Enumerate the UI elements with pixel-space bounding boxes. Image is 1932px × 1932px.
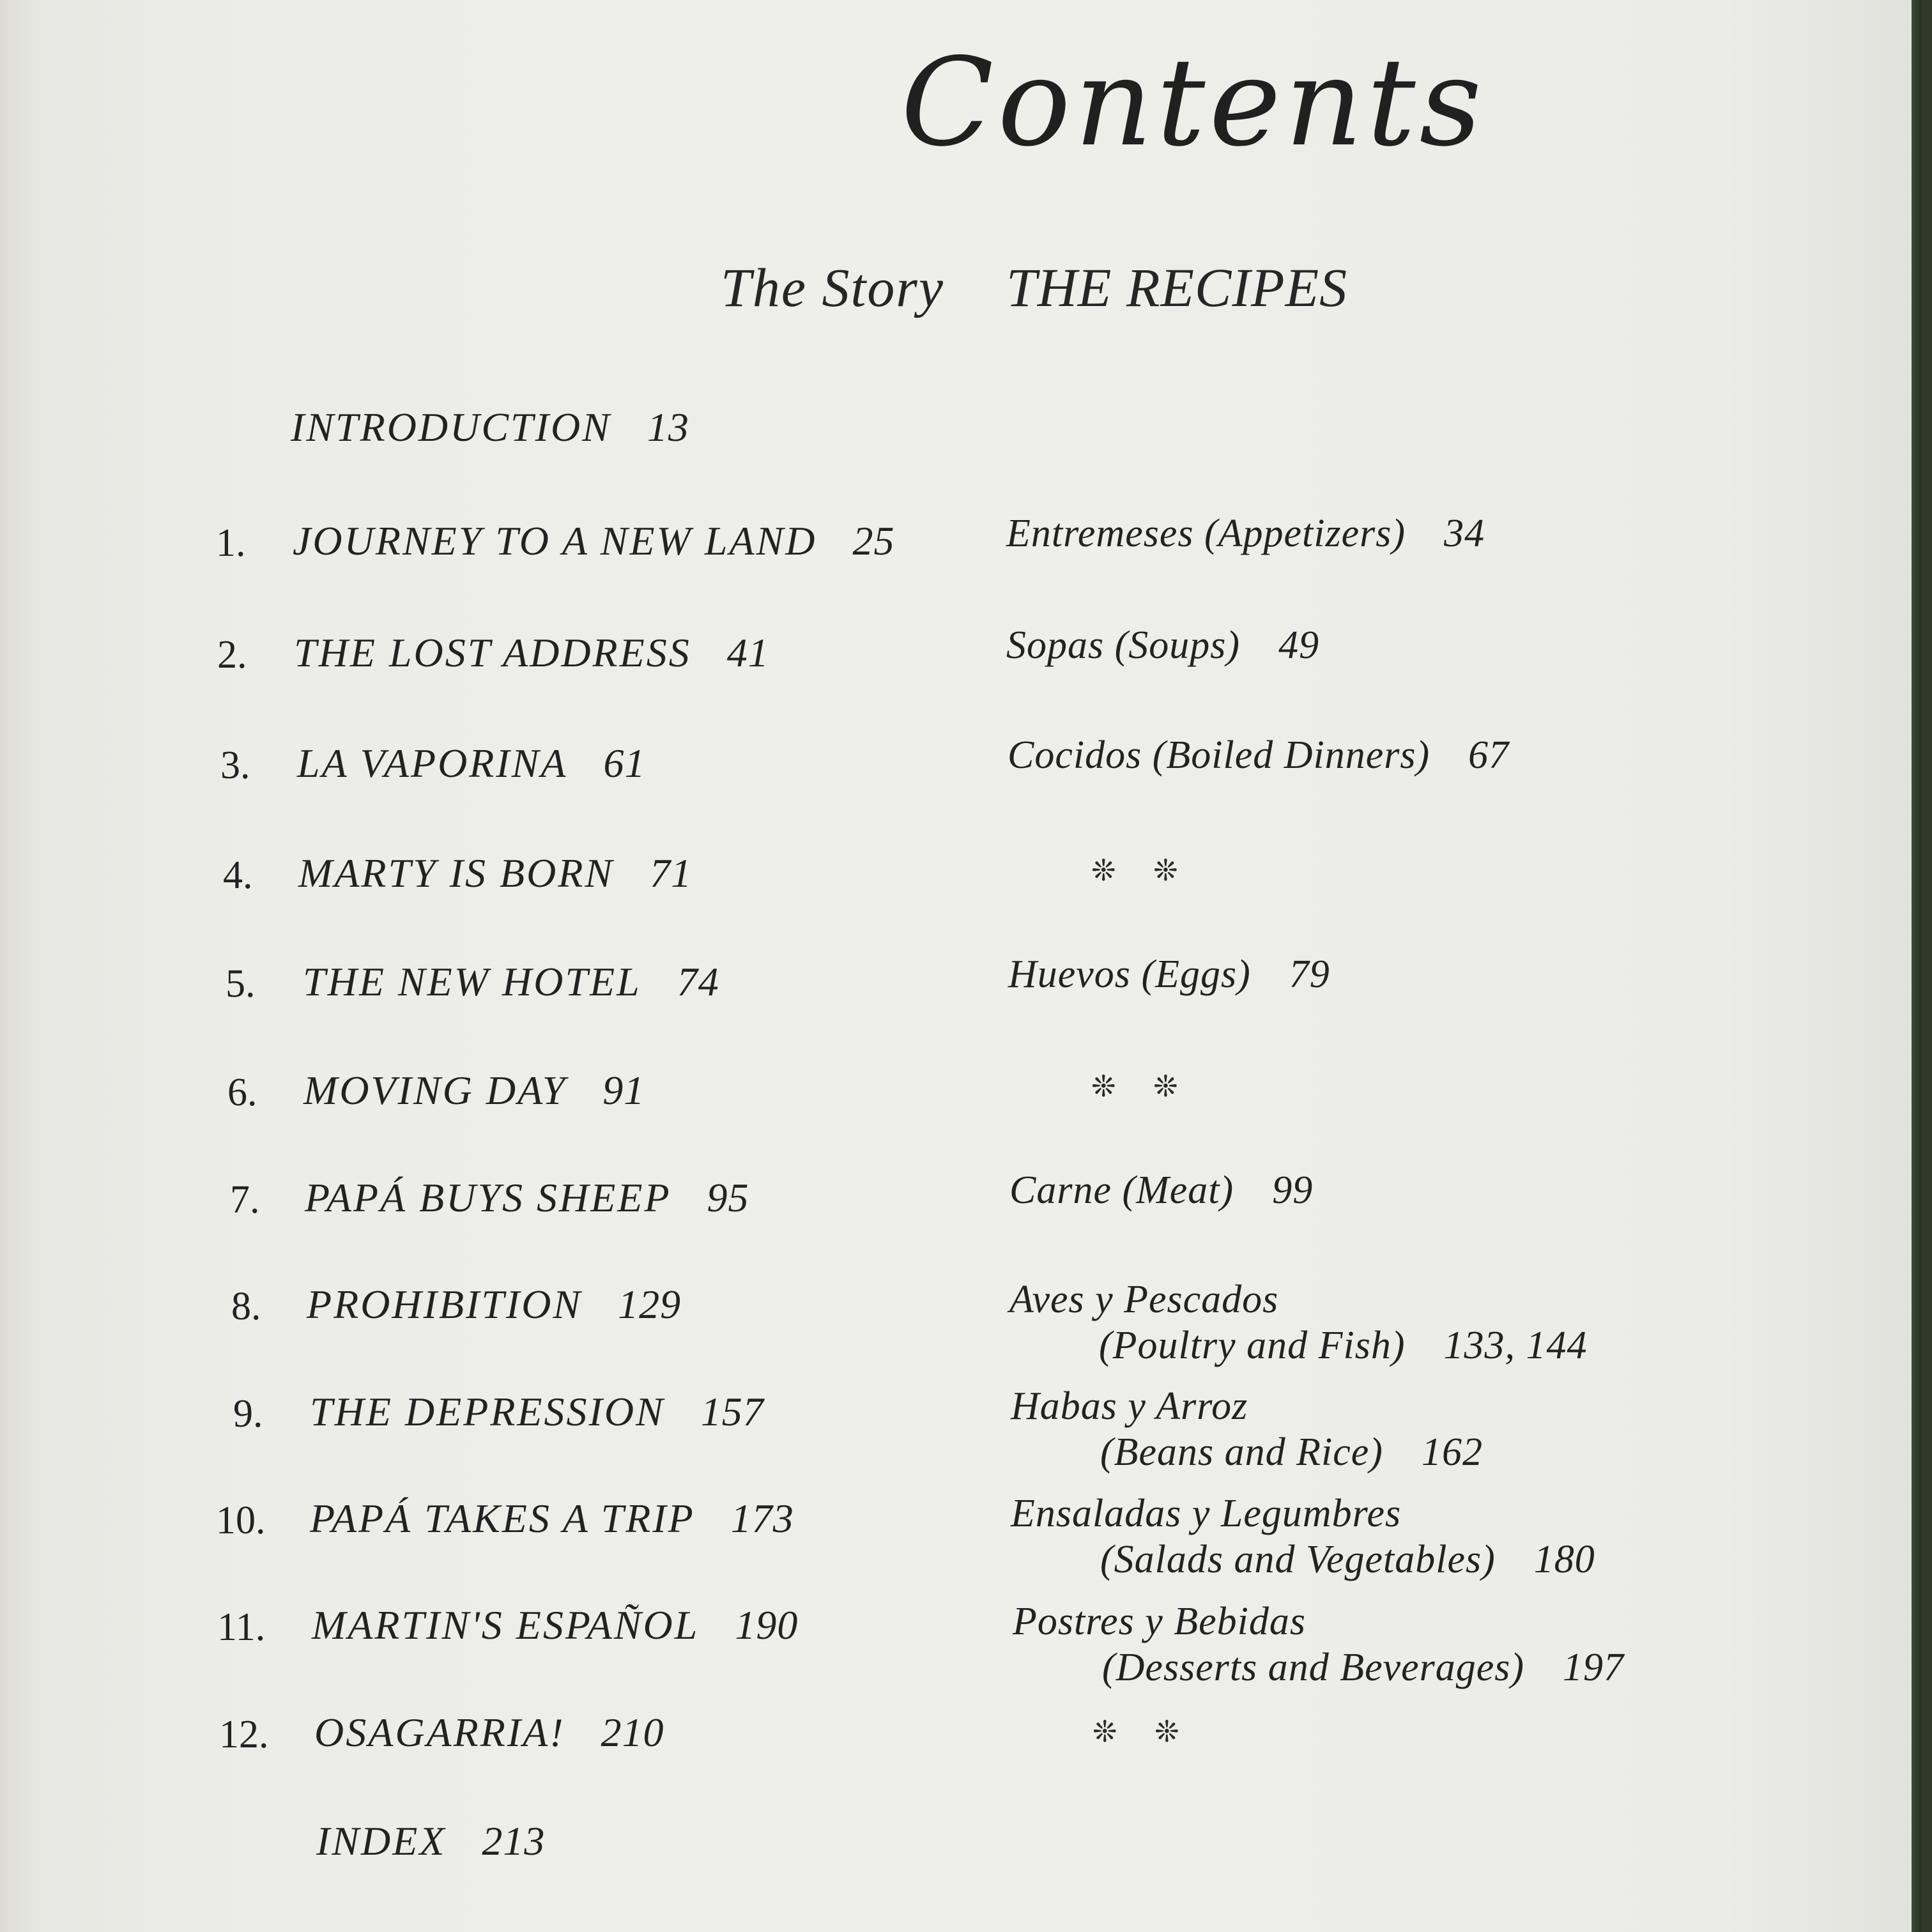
recipe-subtitle-line <box>1009 1322 1588 1368</box>
recipe-page: 99 <box>1272 1169 1314 1212</box>
section-ornament: ❊ ❊ <box>1092 1714 1193 1749</box>
chapter-title: PROHIBITION <box>307 1282 583 1327</box>
recipe-entry <box>1006 623 1319 668</box>
chapter-number: 12. <box>219 1713 269 1756</box>
chapter-title: PAPÁ TAKES A TRIP <box>310 1496 695 1541</box>
recipe-page: 162 <box>1421 1430 1483 1474</box>
recipes-heading: THE RECIPES <box>1006 257 1348 318</box>
chapter-number: 1. <box>216 521 246 565</box>
recipe-title: Huevos (Eggs) <box>1008 953 1251 996</box>
chapter-entry <box>293 518 894 565</box>
chapter-entry <box>303 958 719 1006</box>
chapter-entry <box>312 1602 798 1649</box>
chapter-number: 7. <box>230 1178 260 1222</box>
chapter-page: 173 <box>730 1496 794 1541</box>
chapter-page: 190 <box>735 1602 799 1648</box>
chapter-number: 4. <box>223 854 253 897</box>
recipe-entry <box>1011 1383 1483 1475</box>
recipe-entry <box>1006 511 1485 556</box>
recipe-page: 34 <box>1444 512 1485 555</box>
recipe-title: Aves y Pescados <box>1009 1278 1279 1321</box>
page-title: Contents <box>901 32 1486 173</box>
chapter-page: 61 <box>603 740 646 786</box>
chapter-title: MOVING DAY <box>303 1068 567 1113</box>
chapter-title: THE NEW HOTEL <box>303 959 641 1004</box>
chapter-number: 2. <box>217 633 247 677</box>
recipe-subtitle-line <box>1011 1429 1483 1475</box>
chapter-page: 210 <box>601 1710 664 1755</box>
recipe-entry <box>1009 1276 1588 1368</box>
chapter-number: 8. <box>231 1285 261 1328</box>
recipe-entry <box>1011 1491 1595 1583</box>
section-ornament: ❊ ❊ <box>1091 853 1192 887</box>
recipe-entry <box>1013 1598 1624 1690</box>
chapter-title: MARTIN'S ESPAÑOL <box>312 1602 700 1648</box>
chapter-page: 41 <box>726 630 769 675</box>
chapter-number: 11. <box>217 1606 266 1649</box>
recipe-page: 133, 144 <box>1443 1324 1588 1367</box>
recipe-entry <box>1008 952 1330 997</box>
chapter-title: THE DEPRESSION <box>310 1389 665 1434</box>
chapter-title: LA VAPORINA <box>297 740 568 786</box>
chapter-title: PAPÁ BUYS SHEEP <box>305 1175 671 1220</box>
index-label: INDEX <box>316 1818 447 1864</box>
recipe-subtitle: (Salads and Vegetables) <box>1100 1538 1496 1581</box>
chapter-entry <box>298 850 692 897</box>
chapter-page: 95 <box>707 1175 749 1220</box>
recipe-subtitle-line <box>1013 1644 1624 1690</box>
index-entry <box>316 1818 545 1865</box>
introduction-page: 13 <box>647 404 689 450</box>
recipe-entry <box>1009 1168 1313 1213</box>
section-ornament: ❊ ❊ <box>1091 1069 1192 1103</box>
chapter-number: 10. <box>216 1499 266 1542</box>
recipe-page: 79 <box>1289 953 1330 996</box>
chapter-title: OSAGARRIA! <box>314 1710 565 1755</box>
recipe-page: 197 <box>1563 1646 1625 1689</box>
recipe-subtitle: (Desserts and Beverages) <box>1102 1646 1525 1689</box>
chapter-page: 91 <box>602 1068 645 1113</box>
recipe-title: Carne (Meat) <box>1009 1169 1234 1212</box>
recipe-page: 180 <box>1533 1538 1595 1581</box>
chapter-number: 3. <box>220 744 250 787</box>
chapter-entry <box>314 1709 664 1756</box>
story-heading: The Story <box>721 257 945 318</box>
recipe-page: 67 <box>1468 733 1510 777</box>
recipe-title: Postres y Bebidas <box>1013 1600 1306 1643</box>
chapter-entry <box>303 1067 645 1114</box>
introduction-label: INTRODUCTION <box>291 404 611 450</box>
recipe-title: Cocidos (Boiled Dinners) <box>1008 733 1430 777</box>
chapter-entry <box>307 1281 681 1328</box>
chapter-number: 9. <box>233 1392 263 1436</box>
chapter-page: 74 <box>677 959 719 1004</box>
chapter-entry <box>310 1495 794 1542</box>
chapter-entry <box>297 740 645 787</box>
chapter-number: 5. <box>226 962 256 1006</box>
chapter-title: JOURNEY TO A NEW LAND <box>293 518 817 564</box>
recipe-title: Sopas (Soups) <box>1006 624 1241 667</box>
chapter-page: 71 <box>650 850 693 896</box>
book-cover-edge <box>1912 0 1922 1932</box>
chapter-title: THE LOST ADDRESS <box>294 630 691 675</box>
chapter-entry <box>310 1388 764 1436</box>
recipe-title: Entremeses (Appetizers) <box>1006 512 1406 555</box>
recipe-subtitle-line <box>1011 1537 1595 1583</box>
chapter-number: 6. <box>227 1071 257 1114</box>
index-page: 213 <box>482 1818 546 1864</box>
recipe-subtitle: (Beans and Rice) <box>1100 1430 1383 1474</box>
recipe-title: Habas y Arroz <box>1011 1384 1248 1428</box>
chapter-page: 25 <box>852 518 895 564</box>
chapter-entry <box>305 1174 749 1222</box>
chapter-title: MARTY IS BORN <box>298 850 615 896</box>
recipe-subtitle: (Poultry and Fish) <box>1099 1324 1406 1367</box>
introduction-entry <box>291 404 689 451</box>
recipe-entry <box>1008 733 1509 778</box>
chapter-page: 157 <box>700 1389 764 1434</box>
chapter-entry <box>294 629 769 677</box>
chapter-page: 129 <box>618 1282 682 1327</box>
recipe-title: Ensaladas y Legumbres <box>1011 1492 1402 1535</box>
recipe-page: 49 <box>1278 624 1320 667</box>
